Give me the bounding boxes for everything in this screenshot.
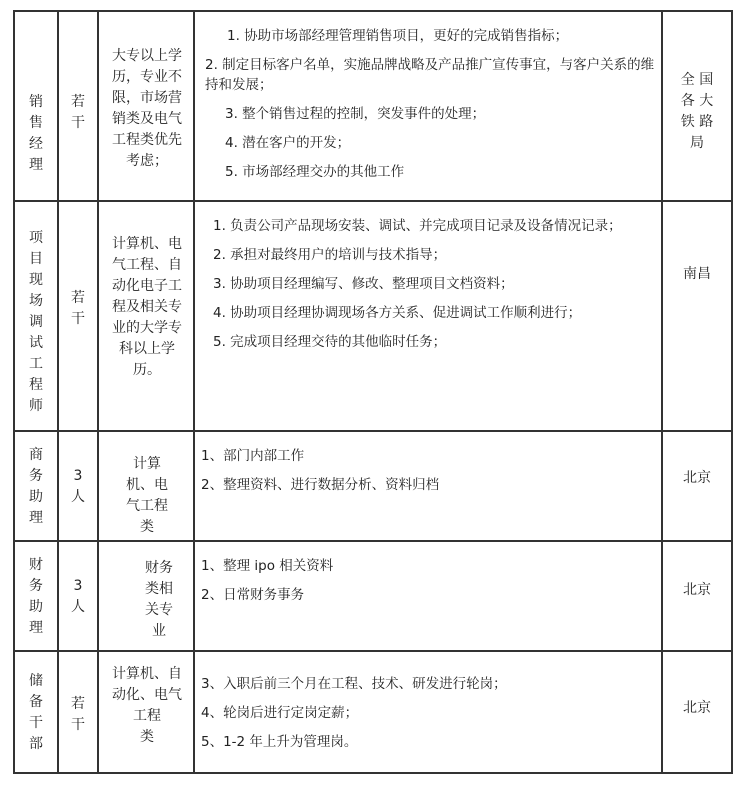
position-title: 商 务 助 理 xyxy=(29,447,43,526)
position-title: 储 备 干 部 xyxy=(29,673,43,752)
headcount-cell xyxy=(59,432,99,542)
location: 全 国 各 大 铁 路 局 xyxy=(680,72,714,151)
duty-item: 1、部门内部工作 xyxy=(201,448,305,464)
location: 北京 xyxy=(683,582,711,598)
requirements-text: 财务 类相 关专 业 xyxy=(145,560,173,639)
location-cell xyxy=(663,432,733,542)
duty-item: 5. 市场部经理交办的其他工作 xyxy=(225,164,405,180)
duties-list xyxy=(201,674,657,761)
duty-item: 4、轮岗后进行定岗定薪； xyxy=(201,705,359,721)
duty-item: 4. 协助项目经理协调现场各方关系、促进调试工作顺利进行； xyxy=(213,305,582,321)
duty-item: 5. 完成项目经理交待的其他临时任务； xyxy=(213,334,447,350)
requirements-cell xyxy=(99,202,195,432)
requirements-text: 计算机、电 气工程、自 动化电子工 程及相关专 业的大学专 科以上学 历。 xyxy=(112,236,182,378)
headcount: 3 人 xyxy=(71,468,85,505)
table-row xyxy=(13,652,733,774)
table-row xyxy=(13,432,733,542)
position-title-cell xyxy=(13,652,59,774)
requirements-text: 大专以上学 历，专业不 限，市场营 销类及电气 工程类优先 考虑； xyxy=(112,48,182,169)
duty-item: 3、入职后前三个月在工程、技术、研发进行轮岗； xyxy=(201,676,507,692)
location-cell xyxy=(663,202,733,432)
requirements-cell xyxy=(99,652,195,774)
location: 北京 xyxy=(683,700,711,716)
headcount-cell xyxy=(59,202,99,432)
headcount: 若 干 xyxy=(71,290,85,327)
duties-list xyxy=(201,556,657,614)
duty-item: 3. 协助项目经理编写、修改、整理项目文档资料； xyxy=(213,276,514,292)
location-cell xyxy=(663,10,733,202)
duties-cell xyxy=(195,542,663,652)
duty-item: 1、整理 ipo 相关资料 xyxy=(201,558,334,574)
position-title-cell xyxy=(13,202,59,432)
duty-item: 2、日常财务事务 xyxy=(201,587,305,603)
duties-list xyxy=(205,26,655,191)
table-row xyxy=(13,542,733,652)
location: 南昌 xyxy=(683,266,711,282)
duty-item: 4. 潜在客户的开发； xyxy=(225,135,351,151)
requirements-text: 计算机、自 动化、电气 工程 类 xyxy=(112,666,182,745)
duty-item: 3. 整个销售过程的控制，突发事件的处理； xyxy=(225,106,486,122)
headcount-cell xyxy=(59,10,99,202)
recruitment-table xyxy=(13,10,733,774)
headcount: 3 人 xyxy=(71,578,85,615)
duty-item: 2. 制定目标客户名单，实施品牌战略及产品推广宣传事宜，与客户关系的维持和发展； xyxy=(205,57,655,93)
duties-cell xyxy=(195,202,663,432)
duties-cell xyxy=(195,432,663,542)
table-row xyxy=(13,202,733,432)
position-title: 财 务 助 理 xyxy=(29,557,43,636)
duty-item: 1. 负责公司产品现场安装、调试、并完成项目记录及设备情况记录； xyxy=(213,218,622,234)
headcount: 若 干 xyxy=(71,696,85,733)
duties-cell xyxy=(195,10,663,202)
position-title-cell xyxy=(13,432,59,542)
duties-list xyxy=(213,216,657,361)
duty-item: 2. 承担对最终用户的培训与技术指导； xyxy=(213,247,447,263)
headcount-cell xyxy=(59,542,99,652)
position-title: 项 目 现 场 调 试 工 程 师 xyxy=(29,230,43,414)
requirements-cell xyxy=(99,542,195,652)
headcount: 若 干 xyxy=(71,94,85,131)
duty-item: 5、1-2 年上升为管理岗。 xyxy=(201,734,358,750)
location-cell xyxy=(663,652,733,774)
requirements-cell xyxy=(99,432,195,542)
duties-list xyxy=(201,446,657,504)
position-title-cell xyxy=(13,542,59,652)
duty-item: 2、整理资料、进行数据分析、资料归档 xyxy=(201,477,440,493)
position-title: 销 售 经 理 xyxy=(29,94,43,173)
requirements-text: 计算 机、电 气工程 类 xyxy=(126,456,168,535)
requirements-cell xyxy=(99,10,195,202)
position-title-cell xyxy=(13,10,59,202)
duty-item: 1. 协助市场部经理管理销售项目，更好的完成销售指标； xyxy=(227,28,569,44)
location-cell xyxy=(663,542,733,652)
headcount-cell xyxy=(59,652,99,774)
table-row xyxy=(13,10,733,202)
duties-cell xyxy=(195,652,663,774)
location: 北京 xyxy=(683,470,711,486)
